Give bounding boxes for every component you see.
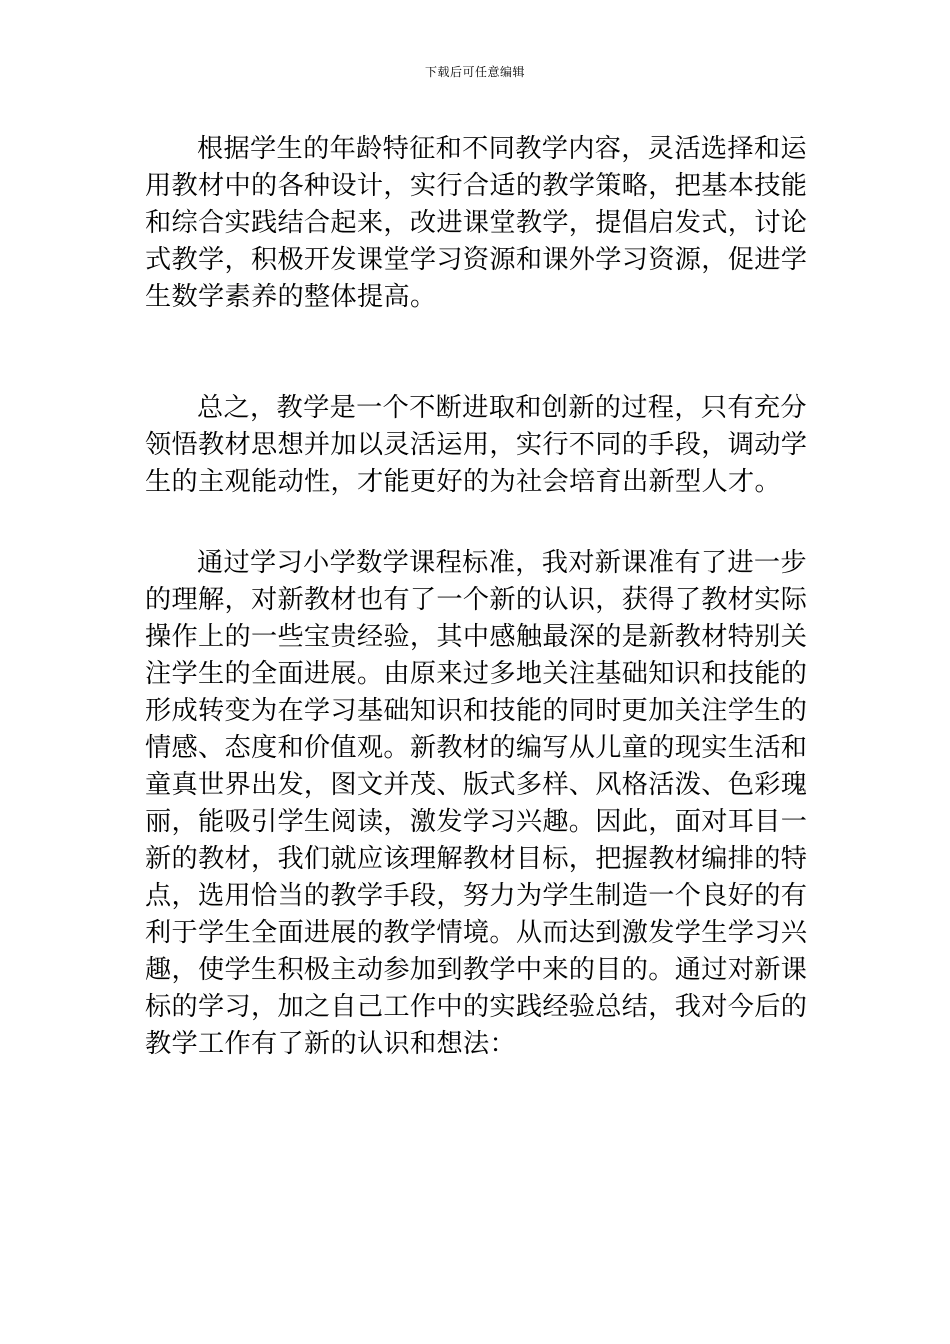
paragraph-2 bbox=[145, 387, 807, 498]
paragraph-line: 丽，能吸引学生阅读，激发学习兴趣。因此，面对耳目一 bbox=[145, 807, 807, 837]
paragraph-line: 形成转变为在学习基础知识和技能的同时更加关注学生的 bbox=[145, 696, 807, 726]
paragraph-line: 式教学，积极开发课堂学习资源和课外学习资源，促进学 bbox=[145, 245, 807, 275]
paragraph-line: 根据学生的年龄特征和不同教学内容，灵活选择和运 bbox=[197, 134, 807, 164]
paragraph-line: 和综合实践结合起来，改进课堂教学，提倡启发式，讨论 bbox=[145, 208, 807, 238]
paragraph-line: 领悟教材思想并加以灵活运用，实行不同的手段，调动学 bbox=[145, 430, 807, 460]
paragraph-line: 情感、态度和价值观。新教材的编写从儿童的现实生活和 bbox=[145, 733, 807, 763]
paragraph-line: 新的教材，我们就应该理解教材目标，把握教材编排的特 bbox=[145, 844, 807, 874]
paragraph-line: 利于学生全面进展的教学情境。从而达到激发学生学习兴 bbox=[145, 918, 807, 948]
paragraph-line: 标的学习，加之自己工作中的实践经验总结，我对今后的 bbox=[145, 992, 807, 1022]
paragraph-line: 教学工作有了新的认识和想法： bbox=[145, 1029, 516, 1059]
paragraph-line: 点，选用恰当的教学手段，努力为学生制造一个良好的有 bbox=[145, 881, 807, 911]
paragraph-line: 趣，使学生积极主动参加到教学中来的目的。通过对新课 bbox=[145, 955, 807, 985]
paragraph-line: 生数学素养的整体提高。 bbox=[145, 282, 437, 312]
paragraph-line: 生的主观能动性，才能更好的为社会培育出新型人才。 bbox=[145, 467, 781, 497]
paragraph-line: 总之，教学是一个不断进取和创新的过程，只有充分 bbox=[197, 393, 807, 423]
paragraph-3 bbox=[145, 542, 807, 1060]
paragraph-line: 童真世界出发，图文并茂、版式多样、风格活泼、色彩瑰 bbox=[145, 770, 807, 800]
paragraph-line: 通过学习小学数学课程标准，我对新课准有了进一步 bbox=[197, 548, 807, 578]
paragraph-line: 注学生的全面进展。由原来过多地关注基础知识和技能的 bbox=[145, 659, 807, 689]
paragraph-line: 的理解，对新教材也有了一个新的认识，获得了教材实际 bbox=[145, 585, 807, 615]
paragraph-1 bbox=[145, 128, 807, 313]
paragraph-line: 操作上的一些宝贵经验，其中感触最深的是新教材特别关 bbox=[145, 622, 807, 652]
paragraph-line: 用教材中的各种设计，实行合适的教学策略，把基本技能 bbox=[145, 171, 807, 201]
page-header: 下载后可任意编辑 bbox=[424, 65, 525, 79]
